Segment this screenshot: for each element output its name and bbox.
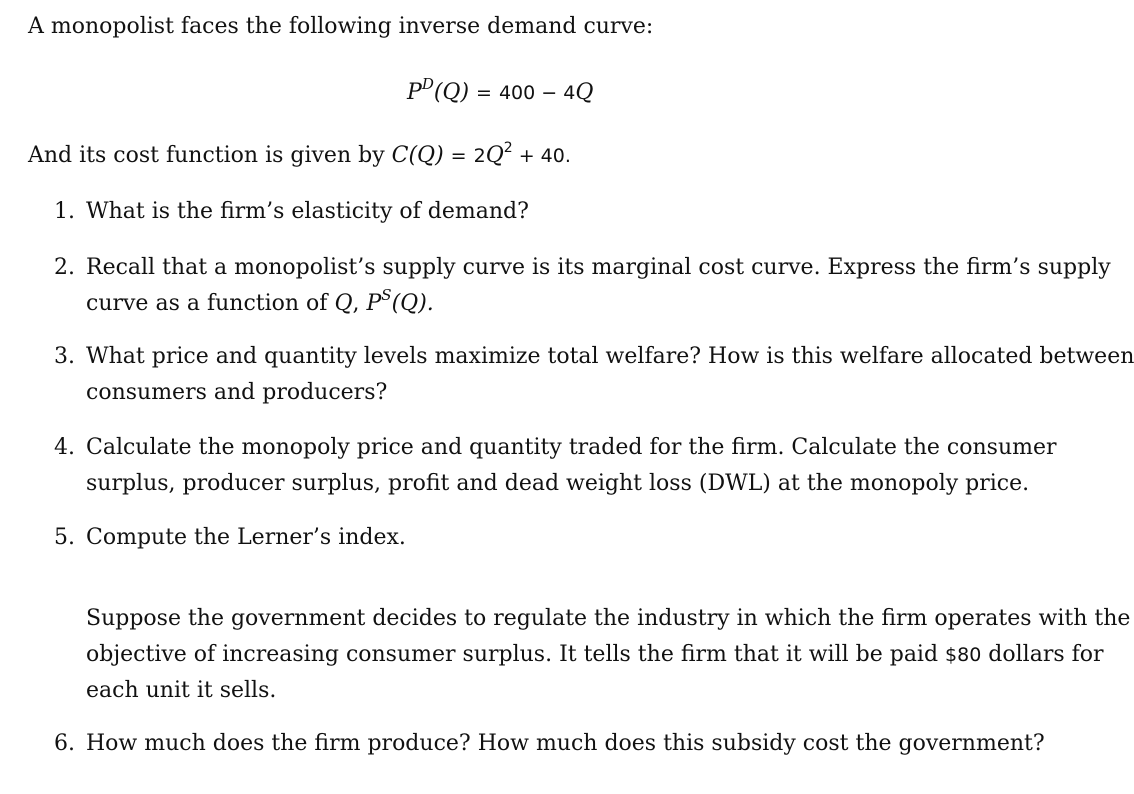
question-1 xyxy=(54,199,529,224)
demand-superscript: D xyxy=(421,74,434,93)
intro-text: A monopolist faces the following inverse demand curve: xyxy=(28,14,654,39)
question-text-line1: Recall that a monopolist’s supply curve is its marginal cost curve. Express the firm’s supply xyxy=(86,255,1111,280)
question-5 xyxy=(54,525,406,550)
question-number: 4. xyxy=(54,435,75,460)
question-number: 6. xyxy=(54,731,75,756)
supply-superscript: S xyxy=(381,285,392,304)
cost-tail: + 40. xyxy=(512,145,571,167)
cost-coef: 2 xyxy=(473,145,486,167)
separator: , xyxy=(352,291,367,316)
demand-price-symbol: P xyxy=(407,80,422,105)
question-text-line2: surplus, producer surplus, profit and dead weight loss (DWL) at the monopoly price. xyxy=(86,471,1030,496)
demand-equation xyxy=(407,74,594,105)
regulation-line1: Suppose the government decides to regulate the industry in which the firm operates with the xyxy=(86,606,1131,631)
regulation-line3: each unit it sells. xyxy=(86,678,277,703)
cost-var: Q xyxy=(485,143,504,168)
question-text-line2-prefix: curve as a function of xyxy=(86,291,335,316)
demand-rhs-numbers: 400 − 4 xyxy=(498,82,576,104)
cost-exponent: 2 xyxy=(503,139,513,156)
cost-equals: = xyxy=(450,145,467,167)
question-text-line1: What price and quantity levels maximize total welfare? How is this welfare allocated between xyxy=(86,344,1134,369)
demand-equals: = xyxy=(476,82,492,104)
q-variable: Q xyxy=(334,291,353,316)
regulation-paragraph xyxy=(86,601,1130,709)
question-text-line1: Calculate the monopoly price and quantity traded for the firm. Calculate the consumer xyxy=(86,435,1057,460)
regulation-line2-prefix: objective of increasing consumer surplus. It tells the firm that it will be paid xyxy=(86,642,946,667)
cost-prefix: And its cost function is given by xyxy=(28,143,392,168)
question-text-line2: consumers and producers? xyxy=(86,380,388,405)
question-2 xyxy=(54,250,1111,322)
cost-arg: (Q) xyxy=(408,143,444,168)
question-number: 5. xyxy=(54,525,75,550)
subsidy-amount: $80 xyxy=(945,644,982,666)
question-text: What is the firm’s elasticity of demand? xyxy=(86,199,529,224)
supply-argument: (Q). xyxy=(391,291,434,316)
question-3 xyxy=(54,339,1134,411)
supply-symbol: P xyxy=(366,291,382,316)
question-number: 3. xyxy=(54,344,75,369)
question-text: Compute the Lerner’s index. xyxy=(86,525,406,550)
demand-rhs-var: Q xyxy=(575,80,594,105)
question-6 xyxy=(54,731,1045,756)
cost-func-symbol: C xyxy=(391,143,409,168)
question-text: How much does the firm produce? How much does this subsidy cost the government? xyxy=(86,731,1045,756)
demand-argument: (Q) xyxy=(433,80,470,105)
question-number: 2. xyxy=(54,255,75,280)
cost-function-line xyxy=(28,139,571,168)
question-number: 1. xyxy=(54,199,75,224)
regulation-line2-suffix: dollars for xyxy=(981,642,1104,667)
question-4 xyxy=(54,430,1057,502)
